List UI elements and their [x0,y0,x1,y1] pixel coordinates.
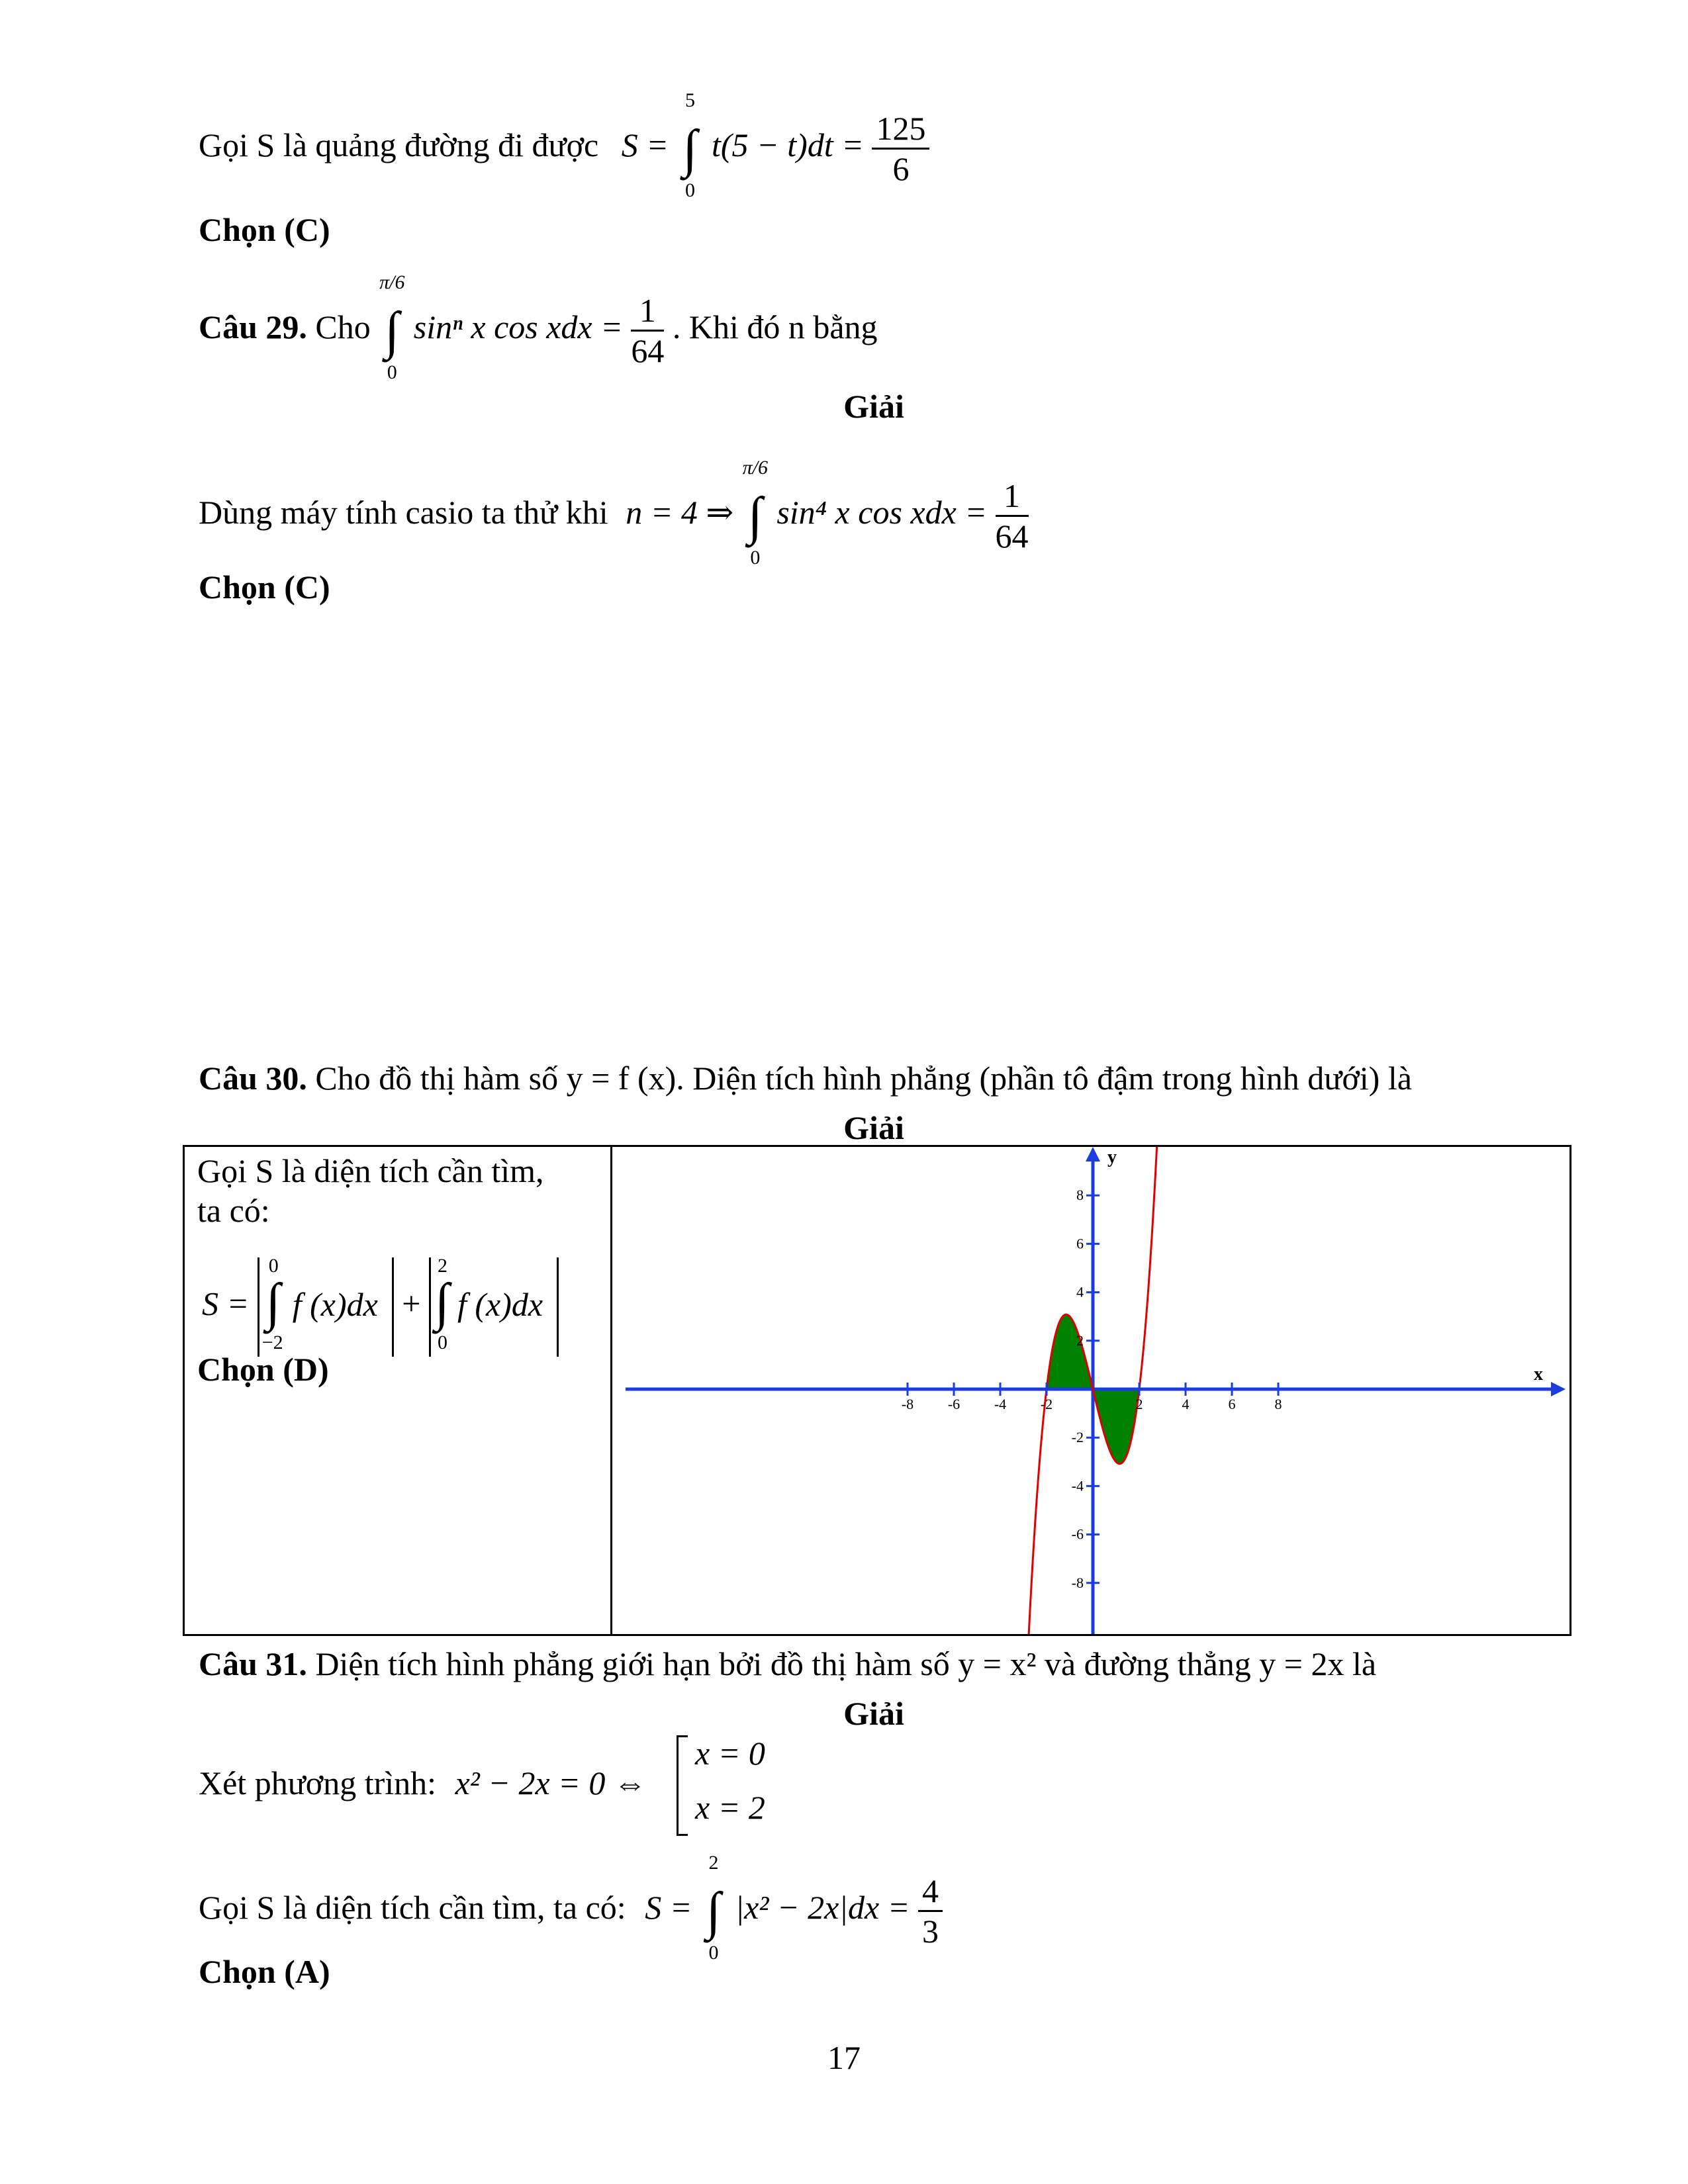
q28-integrand: t(5 − t)dt = [712,126,864,163]
q28-integral: 5 ∫ 0 [677,122,704,175]
q29-solution-integral: π/6 ∫ 0 [742,456,769,569]
q29-lower: 0 [387,361,397,383]
q30-graph [612,1147,1570,1634]
q30-int2-upper: 2 [437,1255,447,1277]
q30-abs1 [258,1257,394,1357]
q31-upper: 2 [708,1851,719,1874]
q31-area-lhs: S = [645,1888,692,1926]
shaded-region-1 [1093,1389,1139,1464]
y-axis-arrow [1086,1147,1100,1161]
q31-result-num: 4 [918,1872,943,1912]
x-tick-label-2: 2 [1135,1396,1143,1412]
q31-eq: x² − 2x = 0 ⇔ [455,1764,647,1801]
q31-text: Diện tích hình phẳng giới hạn bởi đồ thị hàm số y = x² và đường thẳng y = 2x là [315,1645,1377,1682]
q29-solution-text: Dùng máy tính casio ta thử khi [199,493,608,531]
y-tick-label-6: 6 [1076,1235,1084,1252]
q30-int2-sign: ∫ [434,1273,449,1332]
y-tick-label--6: -6 [1071,1525,1084,1543]
q29-integral: π/6 ∫ 0 [379,271,405,383]
q31-integral: 2 ∫ 0 [700,1885,727,1938]
q30-int1-lower: −2 [261,1332,283,1353]
q29-upper: π/6 [379,271,405,293]
q30-abs2 [429,1257,559,1357]
y-tick-label-8: 8 [1076,1187,1084,1204]
q29-solution-integrand: sin⁴ x cos xdx = [776,493,988,531]
q29-rhs-den: 64 [631,332,665,369]
page-number: 17 [827,2039,861,2076]
q28-result-num: 125 [872,109,929,150]
q31-eq-text: Xét phương trình: [199,1764,437,1801]
q28-line [199,89,929,201]
q30-label: Câu 30. [199,1060,307,1097]
q29-text-after: . Khi đó n bằng [672,308,878,345]
q31-area-text: Gọi S là diện tích cần tìm, ta có: [199,1888,626,1926]
q31-result [918,1872,943,1950]
y-tick-label--4: -4 [1071,1477,1084,1494]
q30-box-line2: ta có: [197,1192,270,1229]
q29-text-before: Cho [315,308,371,345]
q31-result-den: 3 [921,1913,939,1950]
shaded-region-0 [1047,1314,1093,1389]
q29-solution-den: 64 [995,518,1029,555]
y-tick-label--2: -2 [1071,1429,1084,1446]
q29-choice: Chọn (C) [199,569,330,606]
q28-result-den: 6 [892,150,910,187]
q31-root2: x = 2 [695,1789,765,1826]
q31-bracket [677,1735,688,1836]
q31-root1: x = 0 [695,1735,765,1772]
q29-solution-formula: n = 4 ⇒ [626,493,734,531]
q30-solution-heading: Giải [843,1109,904,1146]
q30-int2-lower: 0 [437,1332,447,1353]
q28-result [872,109,929,188]
q30-line [199,1059,1412,1097]
q29-solution-result [996,477,1029,555]
q29-solution-num: 1 [996,477,1029,517]
q29-solution-heading: Giải [843,388,904,425]
q29-rhs-num: 1 [631,291,664,332]
tick-layer [902,1147,1543,1591]
q29-line [199,271,878,383]
q29-rhs [631,291,664,370]
q30-box-line1: Gọi S là diện tích cần tìm, [197,1152,544,1189]
q28-choice: Chọn (C) [199,211,330,248]
x-tick-label-6: 6 [1228,1396,1236,1412]
q29-solution-lower: 0 [750,546,761,569]
q29-solution-upper: π/6 [742,456,769,478]
q29-solution-line [199,456,1029,569]
q29-integrand: sinⁿ x cos xdx = [413,308,623,345]
q30-int1-integrand: f (x)dx [292,1286,378,1323]
q31-solution-heading: Giải [843,1695,904,1732]
q29-label: Câu 29. [199,308,307,345]
q30-box-formula [202,1257,559,1357]
q31-lower: 0 [708,1941,719,1964]
q30-formula-lhs: S = [202,1285,250,1322]
q31-eq-line [199,1764,647,1802]
q30-int2-integrand: f (x)dx [457,1286,543,1323]
x-axis-arrow [1551,1382,1566,1396]
x-tick-label--6: -6 [947,1396,961,1412]
y-tick-label-4: 4 [1076,1283,1084,1300]
x-tick-label--8: -8 [901,1396,914,1412]
x-tick-label-4: 4 [1182,1396,1190,1412]
x-tick-label--2: -2 [1040,1396,1053,1412]
q28-text: Gọi S là quảng đường đi được [199,126,599,163]
x-tick-label-8: 8 [1274,1396,1282,1412]
q30-choice: Chọn (D) [197,1351,329,1388]
q31-line [199,1645,1376,1683]
q30-plus: + [402,1285,421,1322]
q30-text: Cho đồ thị hàm số y = f (x). Diện tích hình phẳng (phần tô đậm trong hình dưới) là [315,1060,1412,1097]
q28-formula-lhs: S = [621,126,669,163]
q28-upper: 5 [685,89,695,111]
x-tick-label--4: -4 [994,1396,1007,1412]
q30-int1-sign: ∫ [265,1273,281,1332]
q30-int1-upper: 0 [268,1255,279,1277]
q28-lower: 0 [685,179,695,201]
y-axis-label: y [1107,1147,1117,1167]
q31-area-line [199,1851,943,1964]
q31-label: Câu 31. [199,1645,307,1682]
x-axis-label: x [1534,1364,1543,1385]
y-tick-label-2: 2 [1076,1332,1084,1349]
axes-layer [626,1147,1566,1634]
q31-choice: Chọn (A) [199,1953,330,1990]
y-tick-label--8: -8 [1071,1574,1084,1591]
q31-integrand: |x² − 2x|dx = [735,1888,910,1926]
